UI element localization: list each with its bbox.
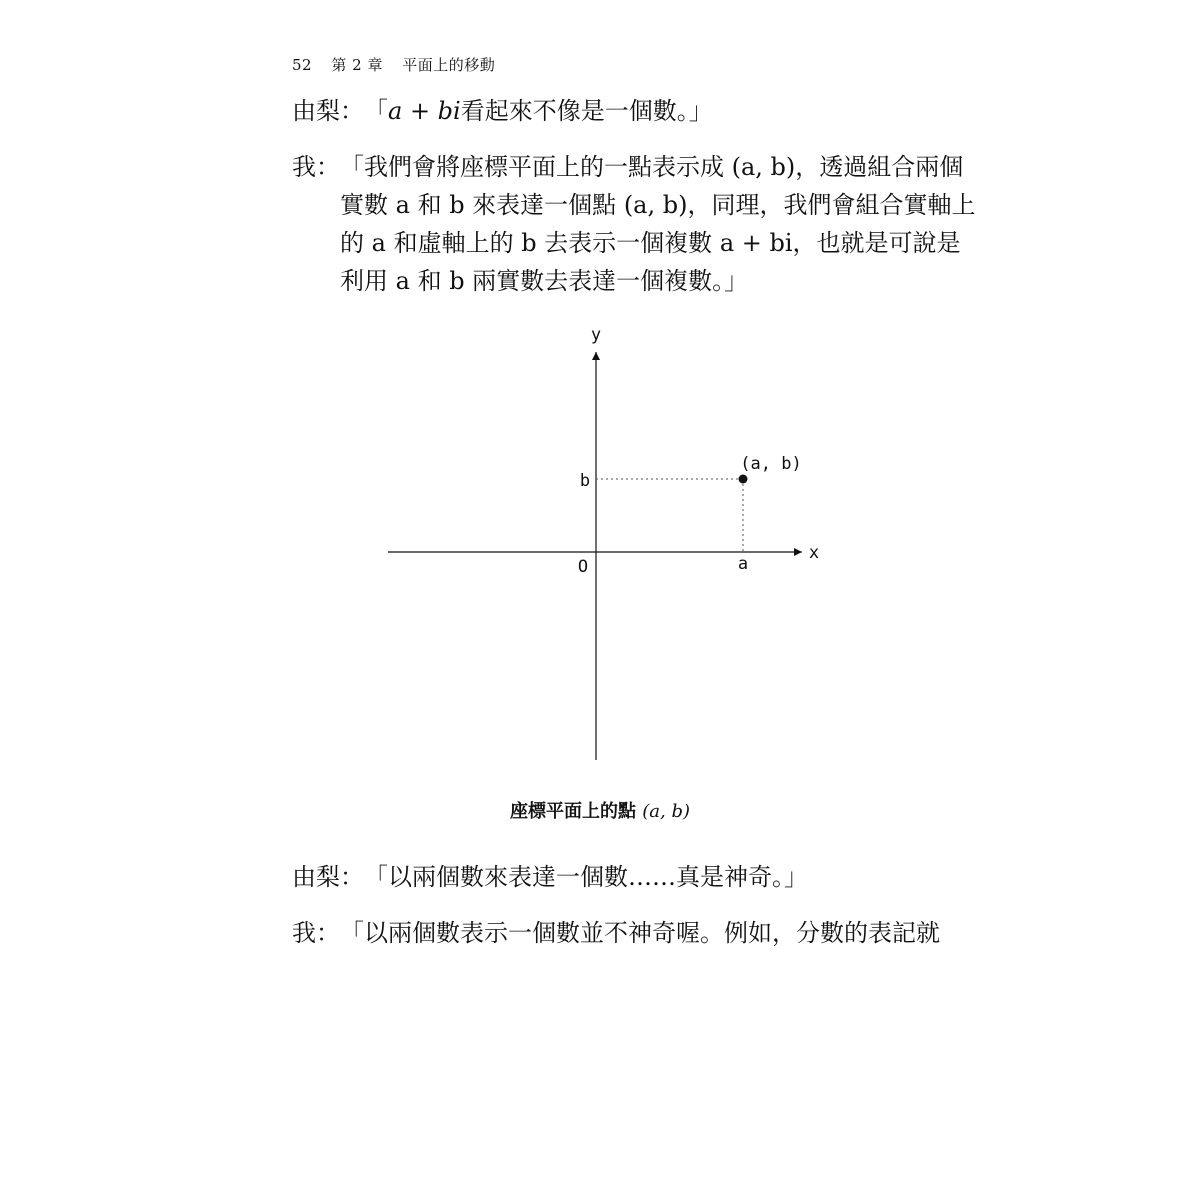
dialogue-text: 「以兩個數表示一個數並不神奇喔。例如，分數的表記就 xyxy=(340,919,940,947)
dialogue-text: 看起來不像是一個數。」 xyxy=(460,97,713,125)
speaker-label: 由梨： xyxy=(292,97,364,125)
point-label: (a, b) xyxy=(740,454,802,474)
origin-label: O xyxy=(577,557,589,577)
caption-text: 座標平面上的點 xyxy=(509,801,636,822)
dialogue-yuri-2 xyxy=(292,858,932,896)
dialogue-text: 「以兩個數來表達一個數……真是神奇。」 xyxy=(364,863,808,891)
dialogue-line-4: 利用 a 和 b 兩實數去表達一個複數。」 xyxy=(340,267,749,295)
chapter-number: 第 2 章 xyxy=(331,56,383,74)
figure-caption xyxy=(0,797,1200,823)
speaker-label: 我： xyxy=(292,153,340,181)
a-tick-label: a xyxy=(737,554,749,574)
dialogue-line-2: 實數 a 和 b 來表達一個點 (a, b)，同理，我們會組合實軸上 xyxy=(340,191,976,219)
quote-open: 「 xyxy=(364,97,388,125)
chapter-title: 平面上的移動 xyxy=(402,56,496,74)
speaker-label: 我： xyxy=(292,919,340,947)
page-number: 52 xyxy=(292,56,313,74)
y-axis-label: y xyxy=(590,325,602,345)
math-expression: a + bi xyxy=(388,97,461,125)
point-ab xyxy=(739,475,748,484)
dialogue-me-2 xyxy=(292,914,940,952)
speaker-label: 由梨： xyxy=(292,863,364,891)
dialogue-text: 「我們會將座標平面上的一點表示成 (a, b)，透過組合兩個 xyxy=(340,153,964,181)
caption-math: (a, b) xyxy=(642,801,691,822)
dialogue-line-3: 的 a 和虛軸上的 b 去表示一個複數 a + bi，也就是可說是 xyxy=(340,229,961,257)
x-axis-label: x xyxy=(808,543,820,563)
b-tick-label: b xyxy=(579,471,591,491)
